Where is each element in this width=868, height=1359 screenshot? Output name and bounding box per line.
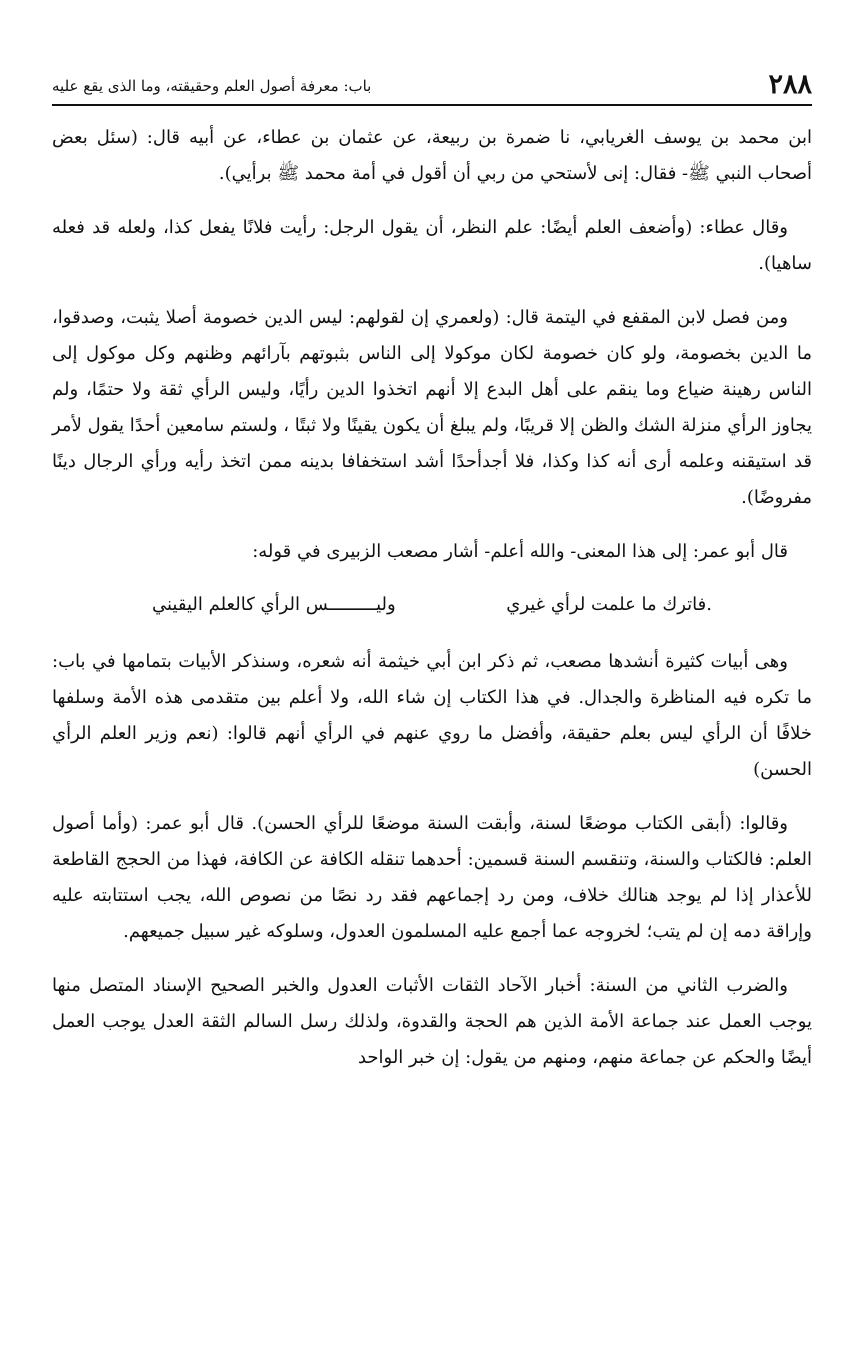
page-body [52,120,812,1094]
quote-intro: قال أبو عمر: إلى هذا المعنى- والله أعلم- أشار مصعب الزبيرى في قوله: [252,541,788,562]
verse-second-hemistich: وليـــــــــس الرأي كالعلم اليقيني [152,594,396,615]
header-rule [52,104,812,106]
paragraph-2: وقال عطاء: (وأضعف العلم أيضًا: علم النظر، أن يقول الرجل: رأيت فلانًا يفعل كذا، ولعله قد فعله ساهيا). [52,217,812,274]
paragraph-3: ومن فصل لابن المقفع في اليتمة قال: (ولعمري إن لقولهم: ليس الدين خصومة أصلا يثبت، وصدقوا، ما الدين بخصومة، ولو كان خصومة لكان موكولا إلى الناس بثبوتهم بآرائهم وظنهم وكل موكول إلى الناس رهينة ضياع وما ينقم على أهل البدع إلا أنهم اتخذوا الدين رأيًا، وليس الرأي ثقة ولا حتمًا، ولم يجاوز الرأي منزلة الشك والظن إلا قريبًا، ولم يبلغ أن يكون يقينًا ولا ثبتًا ، ولستم سامعين أحدًا يقول لأمر قد استيقنه وعلمه أرى أنه كذا وكذا، فلا أجدأحدًا أشد استخفافا بدينه ممن اتخذ رأيه ورأي الرجال دينًا مفروضًا). [52,307,812,508]
paragraph-1: ابن محمد بن يوسف الغريابي، نا ضمرة بن ربيعة، عن عثمان بن عطاء، عن أبيه قال: (سئل بعض أصحاب النبي ﷺ- فقال: إنى لأستحي من ربي أن أقول في أمة محمد ﷺ برأيي). [52,127,812,184]
paragraph-5: وقالوا: (أبقى الكتاب موضعًا لسنة، وأبقت السنة موضعًا للرأي الحسن). قال أبو عمر: (وأما أصول العلم: فالكتاب والسنة، وتنقسم السنة قسمين: أحدهما تنقله الكافة عن الكافة، فهذا من الحجج القاطعة للأعذار إذا لم يوجد هنالك خلاف، ومن رد إجماعهم فقد رد نصًا من نصوص الله، يجب استتابته عليه وإراقة دمه إن لم يتب؛ لخروجه عما أجمع عليه المسلمون العدول، وسلوكه غير سبيل جميعهم. [52,813,812,942]
verse-line [152,588,712,622]
running-head: باب: معرفة أصول العلم وحقيقته، وما الذى يقع عليه [52,77,372,95]
page-number: ٢٨٨ [768,69,812,100]
paragraph-4: وهى أبيات كثيرة أنشدها مصعب، ثم ذكر ابن أبي خيثمة أنه شعره، وسنذكر الأبيات بتمامها في باب: ما تكره فيه المناظرة والجدال. في هذا الكتاب إن شاء الله، ولا أعلم بين متقدمى هذه الأمة وسلفها خلافًا أن الرأي ليس بعلم حقيقة، وأفضل ما روي عنهم في الرأي أنهم قالوا: (نعم وزير العلم الرأي الحسن) [52,651,812,780]
verse-first-hemistich: .فاترك ما علمت لرأي غيري [506,594,712,615]
page-header [52,62,812,102]
paragraph-6: والضرب الثاني من السنة: أخبار الآحاد الثقات الأثبات العدول والخبر الصحيح الإسناد المتصل منها يوجب العمل عند جماعة الأمة الذين هم الحجة والقدوة، ولذلك رسل السالم الثقة العدل يوجب العمل أيضًا والحكم عن جماعة منهم، ومنهم من يقول: إن خبر الواحد [52,975,812,1068]
